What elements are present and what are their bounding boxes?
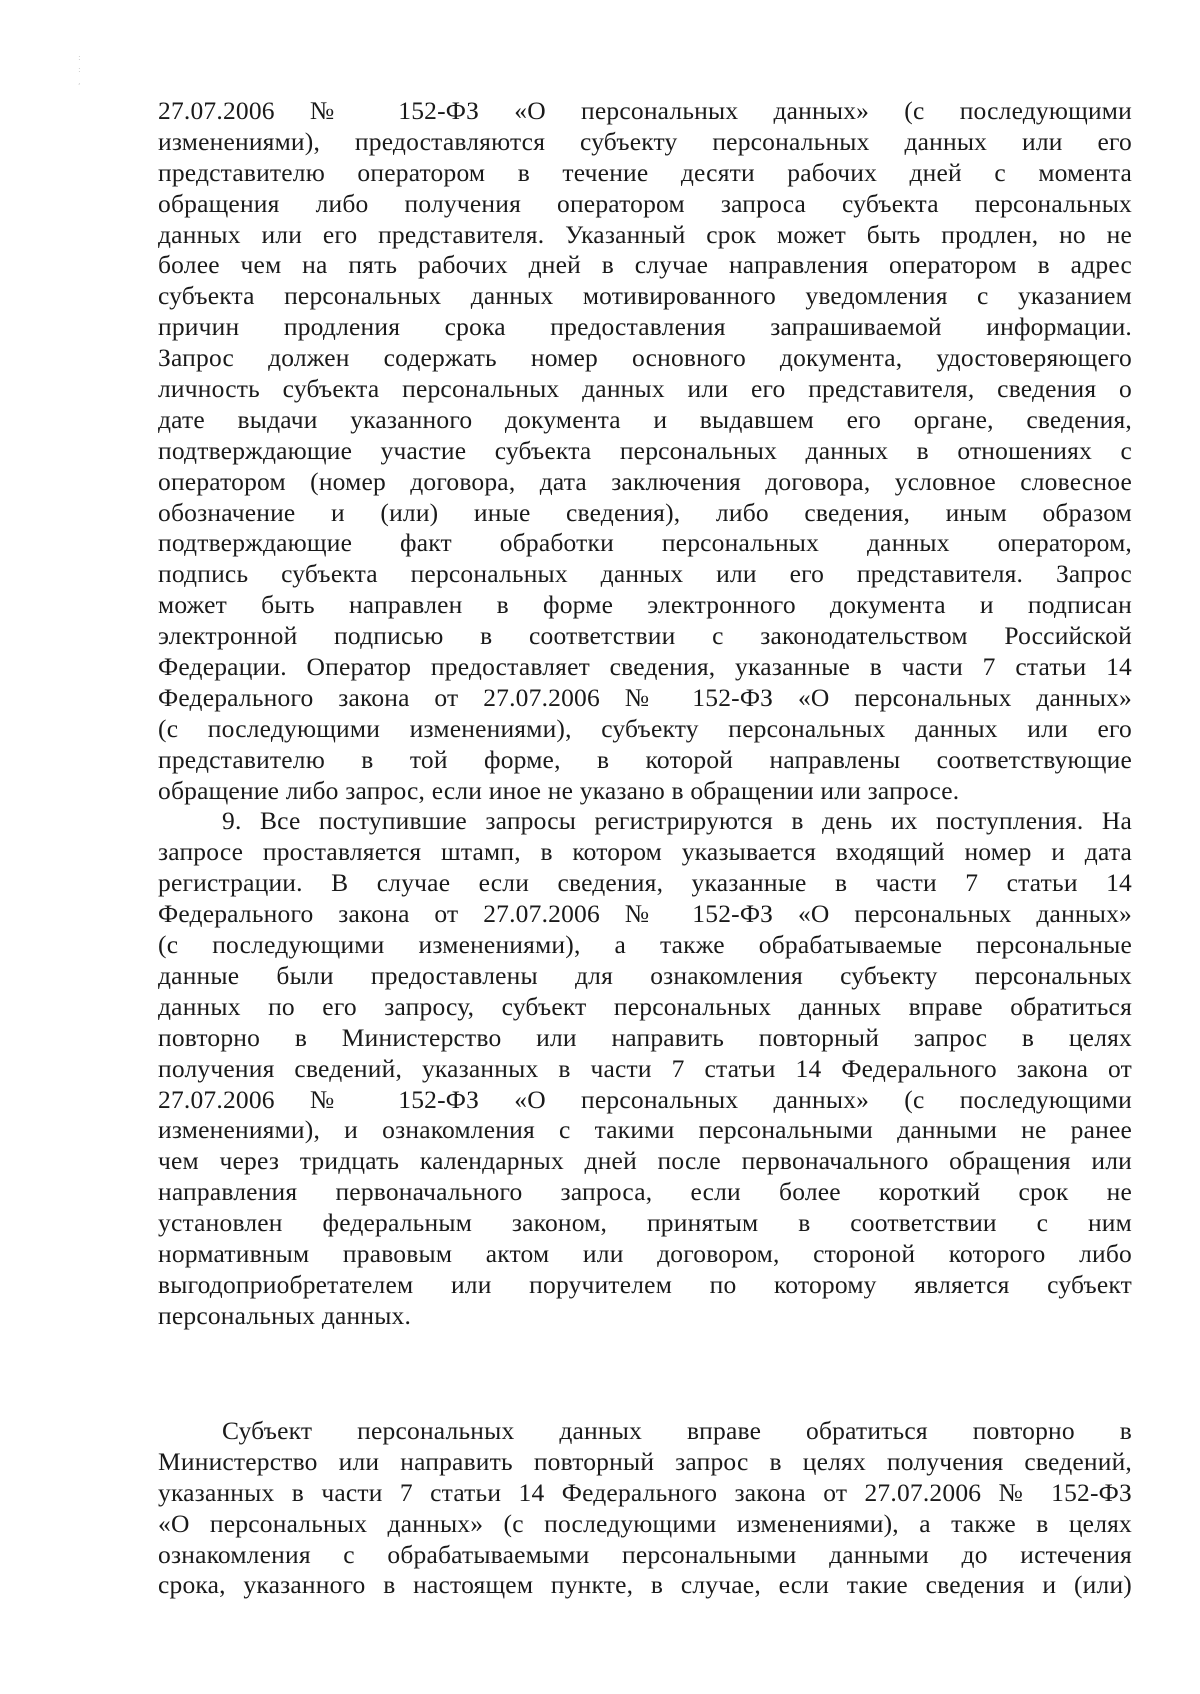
text-line: срока, указанного в настоящем пункте, в случае, если такие сведения и (или) xyxy=(158,1570,1132,1600)
text-line: Субъект персональных данных вправе обратиться повторно в xyxy=(222,1416,1132,1445)
text-line: запросе проставляется штамп, в котором указывается входящий номер и дата xyxy=(158,837,1132,867)
text-line: оператором (номер договора, дата заключения договора, условное словесное xyxy=(158,466,1132,496)
text-line: Федерального закона от 27.07.2006 № 152-ФЗ «О персональных данных» xyxy=(158,682,1132,712)
text-line: подпись субъекта персональных данных или его представителя. Запрос xyxy=(158,559,1132,589)
text-line: чем через тридцать календарных дней после первоначального обращения или xyxy=(158,1146,1132,1176)
text-line: повторно в Министерство или направить повторный запрос в целях xyxy=(158,1022,1132,1052)
text-line: обращения либо получения оператором запроса субъекта персональных xyxy=(158,188,1132,218)
text-line: изменениями), и ознакомления с такими персональными данными не ранее xyxy=(158,1115,1132,1145)
text-line: представителю оператором в течение десяти рабочих дней с момента xyxy=(158,157,1132,187)
text-line: (с последующими изменениями), субъекту персональных данных или его xyxy=(158,713,1132,743)
body-text-repeat-request xyxy=(158,1416,1132,1601)
text-line: ознакомления с обрабатываемыми персональными данными до истечения xyxy=(158,1539,1132,1569)
text-line: направления первоначального запроса, если более короткий срок не xyxy=(158,1177,1132,1207)
text-line: личность субъекта персональных данных или его представителя, сведения о xyxy=(158,374,1132,404)
text-line: подтверждающие участие субъекта персональных данных в отношениях с xyxy=(158,435,1132,465)
text-line: изменениями), предоставляются субъекту персональных данных или его xyxy=(158,126,1132,156)
text-line: субъекта персональных данных мотивированного уведомления с указанием xyxy=(158,281,1132,311)
text-line: персональных данных. xyxy=(158,1300,412,1330)
paragraph-continued-request-rules xyxy=(158,96,1132,806)
text-line: данных по его запросу, субъект персональных данных вправе обратиться xyxy=(158,991,1132,1021)
text-line: данных или его представителя. Указанный срок может быть продлен, но не xyxy=(158,219,1132,249)
text-line: данные были предоставлены для ознакомления субъекту персональных xyxy=(158,960,1132,990)
text-line: более чем на пять рабочих дней в случае направления оператором в адрес xyxy=(158,250,1132,280)
text-line: установлен федеральным законом, принятым в соответствии с ним xyxy=(158,1208,1132,1238)
text-line: получения сведений, указанных в части 7 статьи 14 Федерального закона от xyxy=(158,1053,1132,1083)
text-line: указанных в части 7 статьи 14 Федерального закона от 27.07.2006 № 152-ФЗ xyxy=(158,1477,1132,1507)
text-line: Запрос должен содержать номер основного документа, удостоверяющего xyxy=(158,343,1132,373)
text-line: Федерации. Оператор предоставляет сведения, указанные в части 7 статьи 14 xyxy=(158,652,1132,682)
text-line: Министерство или направить повторный запрос в целях получения сведений, xyxy=(158,1446,1132,1476)
text-line: «О персональных данных» (с последующими изменениями), а также в целях xyxy=(158,1508,1132,1538)
text-line: может быть направлен в форме электронного документа и подписан xyxy=(158,590,1132,620)
text-line: подтверждающие факт обработки персональных данных оператором, xyxy=(158,528,1132,558)
text-line: регистрации. В случае если сведения, указанные в части 7 статьи 14 xyxy=(158,868,1132,898)
text-line: обращение либо запрос, если иное не указано в обращении или запросе. xyxy=(158,775,960,805)
scan-artifact: : : , xyxy=(78,53,81,86)
text-line: 27.07.2006 № 152-ФЗ «О персональных данных» (с последующими xyxy=(158,96,1132,125)
paragraph-9-registration xyxy=(158,806,1132,1331)
text-line: обозначение и (или) иные сведения), либо сведения, иным образом xyxy=(158,497,1132,527)
text-line: Федерального закона от 27.07.2006 № 152-ФЗ «О персональных данных» xyxy=(158,899,1132,929)
body-text-continued xyxy=(158,96,1132,1332)
text-line: нормативным правовым актом или договором, стороной которого либо xyxy=(158,1238,1132,1268)
text-line: 27.07.2006 № 152-ФЗ «О персональных данных» (с последующими xyxy=(158,1084,1132,1114)
text-line: (с последующими изменениями), а также обрабатываемые персональные xyxy=(158,930,1132,960)
text-line: электронной подписью в соответствии с законодательством Российской xyxy=(158,621,1132,651)
text-line: 9. Все поступившие запросы регистрируются в день их поступления. На xyxy=(222,806,1132,836)
paragraph-repeat-request xyxy=(158,1416,1132,1601)
text-line: выгодоприобретателем или поручителем по которому является субъект xyxy=(158,1269,1132,1299)
text-line: причин продления срока предоставления запрашиваемой информации. xyxy=(158,312,1132,342)
text-line: дате выдачи указанного документа и выдавшем его органе, сведения, xyxy=(158,404,1132,434)
text-line: представителю в той форме, в которой направлены соответствующие xyxy=(158,744,1132,774)
